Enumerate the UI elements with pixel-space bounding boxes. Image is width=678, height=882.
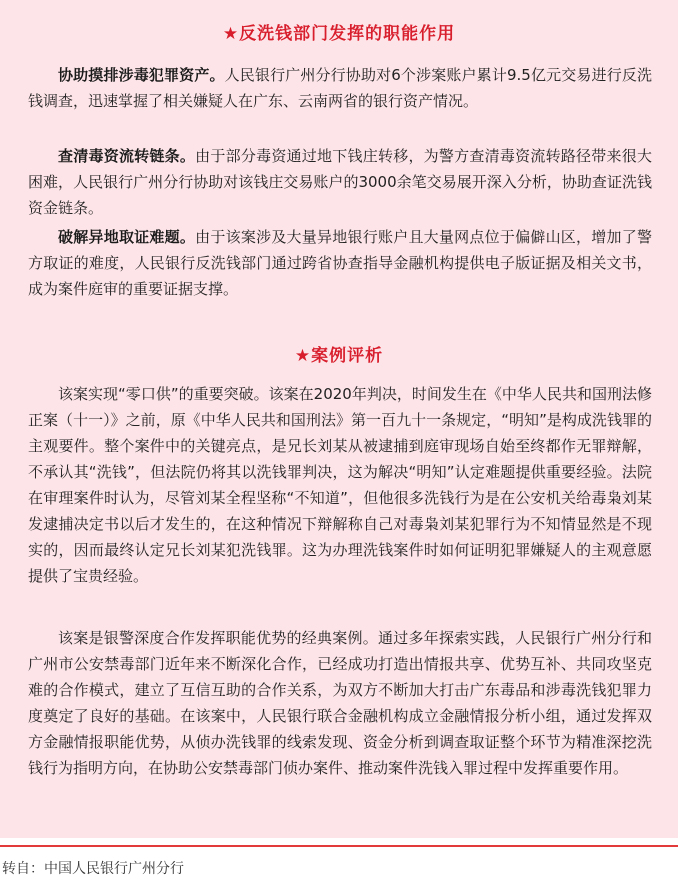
paragraph-lead: 破解异地取证难题。 — [58, 228, 196, 246]
section-title-case-review: ★案例评析 — [294, 346, 384, 366]
paragraph-fund-chain — [28, 143, 652, 221]
paragraph-asset-investigation — [28, 62, 652, 114]
paragraph-bank-police-cooperation: 该案是银警深度合作发挥职能优势的经典案例。通过多年探索实践，人民银行广州分行和广州市公安禁毒部门近年来不断深化合作，已经成功打造出情报共享、优势互补、共同攻坚克难的合作模式，建立了互信互助的合作关系，为双方不断加大打击广东毒品和涉毒洗钱犯罪力度奠定了良好的基础。在该案中，人民银行联合金融机构成立金融情报分析小组，通过发挥双方金融情报职能优势，从侦办洗钱罪的线索发现、资金分析到调查取证整个环节为精准深挖洗钱行为指明方向，在协助公安禁毒部门侦办案件、推动案件洗钱入罪过程中发挥重要作用。 — [28, 629, 652, 777]
paragraph-text: 由于部分毒资通过地下钱庄转移，为警方查清毒资流转路径带来很大困难，人民银行广州分行协助对该钱庄交易账户的3000余笔交易展开深入分析，协助查证洗钱资金链条。 — [28, 147, 652, 217]
paragraph-lead: 查清毒资流转链条。 — [58, 147, 196, 165]
source-credit: 转自：中国人民银行广州分行 — [2, 861, 184, 877]
paragraph-text: 由于该案涉及大量异地银行账户且大量网点位于偏僻山区，增加了警方取证的难度，人民银行反洗钱部门通过跨省协查指导金融机构提供电子版证据及相关文书，成为案件庭审的重要证据支撑。 — [28, 228, 652, 298]
paragraph-zero-confession: 该案实现“零口供”的重要突破。该案在2020年判决，时间发生在《中华人民共和国刑法修正案（十一）》之前，原《中华人民共和国刑法》第一百九十一条规定，“明知”是构成洗钱罪的主观要件。整个案件中的关键亮点，是兄长刘某从被逮捕到庭审现场自始至终都作无罪辩解，不承认其“洗钱”，但法院仍将其以洗钱罪判决，这为解决“明知”认定难题提供重要经验。法院在审理案件时认为，尽管刘某全程坚称“不知道”，但他很多洗钱行为是在公安机关给毒枭刘某发逮捕决定书以后才发生的，在这种情况下辩解称自己对毒枭刘某犯罪行为不知情显然是不现实的，因而最终认定兄长刘某犯洗钱罪。这为办理洗钱案件时如何证明犯罪嫌疑人的主观意愿提供了宝贵经验。 — [28, 385, 652, 585]
section-title-functions: ★反洗钱部门发挥的职能作用 — [222, 24, 456, 44]
footer-divider — [0, 845, 678, 847]
paragraph-remote-evidence — [28, 224, 652, 302]
paragraph-text: 人民银行广州分行协助对6个涉案账户累计9.5亿元交易进行反洗钱调查，迅速掌握了相关嫌疑人在广东、云南两省的银行资产情况。 — [28, 66, 652, 110]
paragraph-lead: 协助摸排涉毒犯罪资产。 — [58, 66, 225, 84]
